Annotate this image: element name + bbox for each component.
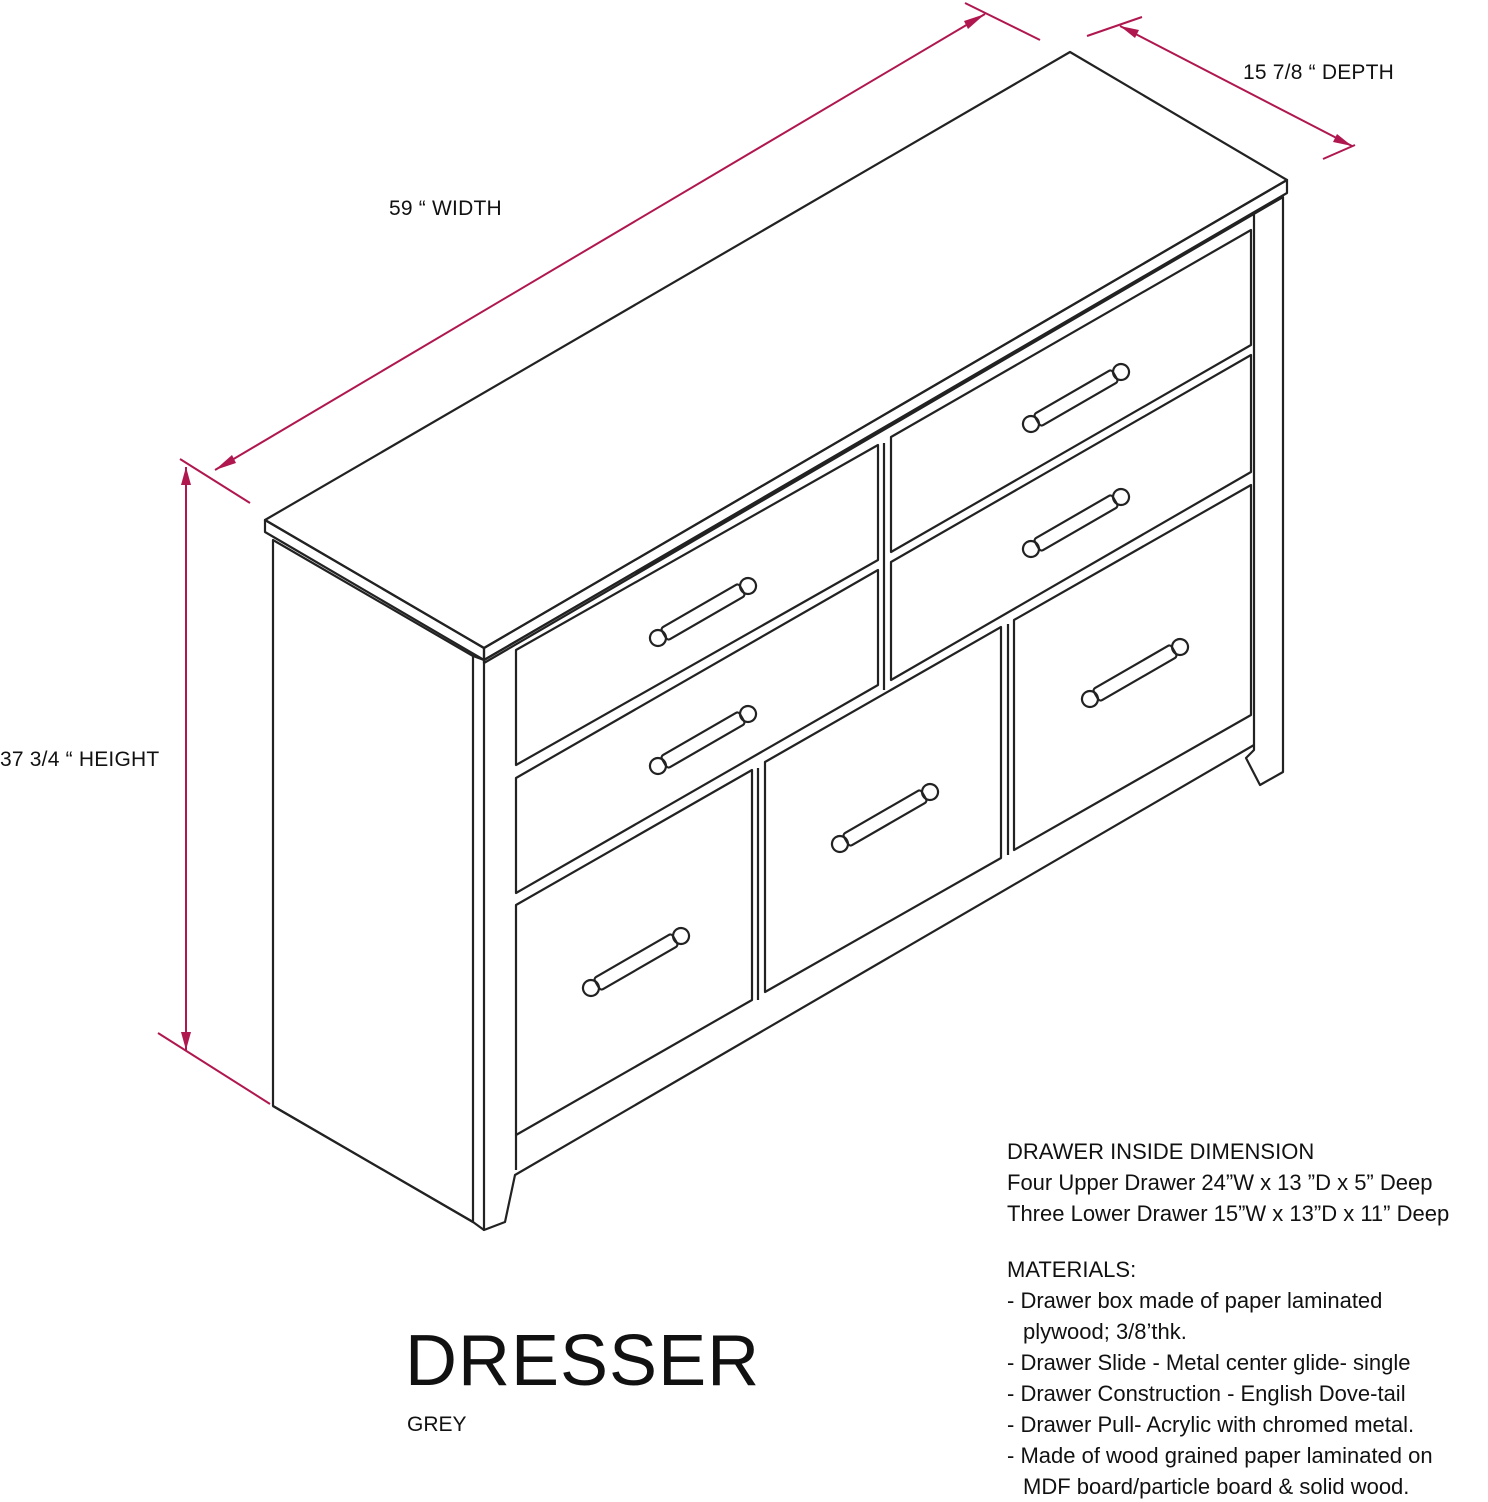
- material-item: - Drawer box made of paper laminated: [1007, 1288, 1383, 1313]
- drawer-dimension-heading: DRAWER INSIDE DIMENSION: [1007, 1139, 1315, 1164]
- spec-block: [1007, 1136, 1487, 1502]
- width-label: 59 “ WIDTH: [389, 197, 502, 220]
- upper-drawer-dimension: Four Upper Drawer 24”W x 13 ”D x 5” Deep: [1007, 1170, 1433, 1195]
- material-item: - Drawer Construction - English Dove-tail: [1007, 1381, 1406, 1406]
- product-title: DRESSER: [405, 1321, 761, 1401]
- drawer-pull: [647, 703, 759, 777]
- material-item: MDF board/particle board & solid wood.: [1023, 1474, 1410, 1499]
- height-dimension-line: [158, 467, 270, 1104]
- materials-heading: MATERIALS:: [1007, 1257, 1137, 1282]
- width-dimension-line: [180, 3, 1040, 503]
- dresser-top-edge: [265, 520, 484, 660]
- drawer-pull: [1020, 486, 1132, 560]
- dresser-side-panel: [273, 540, 473, 1222]
- height-label: 37 3/4 “ HEIGHT: [0, 748, 160, 771]
- material-item: - Drawer Pull- Acrylic with chromed metal.: [1007, 1412, 1415, 1437]
- product-color: GREY: [407, 1413, 467, 1436]
- lower-drawer-dimension: Three Lower Drawer 15”W x 13”D x 11” Deep: [1007, 1201, 1450, 1226]
- depth-dimension-line: [1087, 17, 1355, 159]
- drawer-pull: [829, 781, 941, 855]
- drawer-pull: [1079, 636, 1191, 710]
- material-item: plywood; 3/8’thk.: [1023, 1319, 1187, 1344]
- material-item: - Drawer Slide - Metal center glide- single: [1007, 1350, 1411, 1375]
- depth-label: 15 7/8 “ DEPTH: [1243, 61, 1395, 84]
- drawer-pull: [580, 925, 692, 999]
- material-item: - Made of wood grained paper laminated on: [1007, 1443, 1433, 1468]
- dresser-top-edge-right: [484, 180, 1287, 660]
